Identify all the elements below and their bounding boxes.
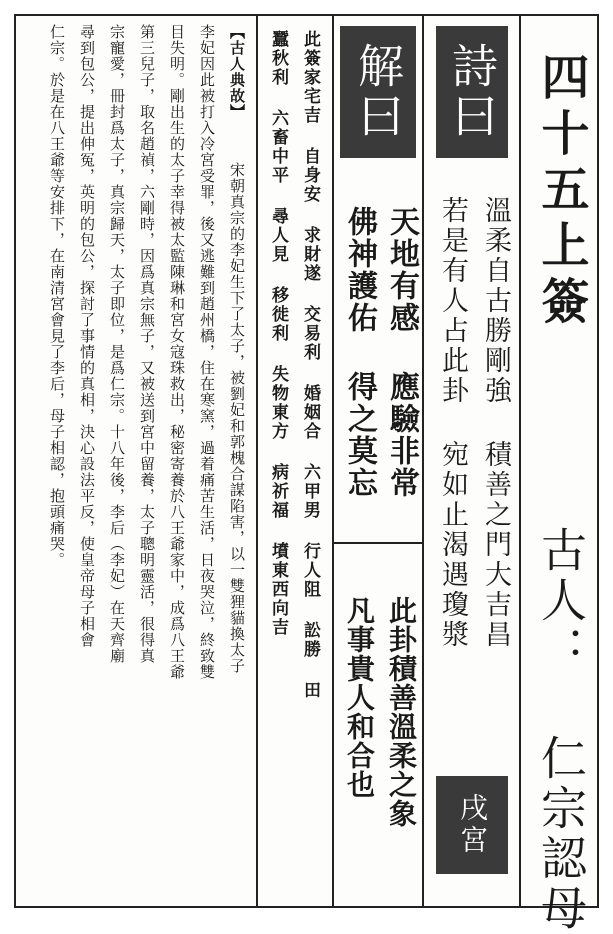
poem-line-1: 溫柔自古勝剛強 積善之門大吉昌 <box>480 196 511 650</box>
story-line-5: 宗寵愛，冊封爲太子，真宗歸天，太子即位，是爲仁宗。十八年後，李后（李妃）在天齊廟 <box>108 24 126 664</box>
divider-4 <box>256 16 258 906</box>
interpretation-line-1: 天地有感 應驗非常 <box>384 206 419 499</box>
answers-line-2: 蠶秋利 六畜中平 尋人見 移徙利 失物東方 病祈福 墳東西向吉 <box>268 30 288 637</box>
answers-line-1: 此簽家宅吉 自身安 求財遂 交易利 婚姻合 六甲男 行人阻 訟勝 田 <box>300 30 320 700</box>
sign-number: 四十五上簽 <box>533 52 589 332</box>
palace-label: 戌宮 <box>436 776 508 874</box>
story-label: 【古人典故】 <box>228 24 246 120</box>
story-column <box>16 16 256 906</box>
fortune-sheet <box>14 14 599 934</box>
poem-column <box>424 16 519 906</box>
divider-1 <box>519 16 521 906</box>
story-line-6: 尋到包公，提出伸冤，英明的包公，探討了事情的真相，決心設法平反，使皇帝母子相會 <box>78 24 96 648</box>
interpretation-column <box>334 16 422 906</box>
story-title: 古人： 仁宗認母 <box>534 526 588 934</box>
story-line-2: 李妃因此被打入冷宮受罪，後又逃難到趙州橋，住在寒窯，過着痛苦生活，日夜哭泣，終致雙 <box>198 24 216 680</box>
interpretation-divider <box>334 542 422 544</box>
interpretation-line-2: 佛神護佑 得之莫忘 <box>342 206 377 499</box>
story-line-4: 第三兒子，取名趙禎，六剛時，因爲真宗無子，又被送到宮中留養，太子聰明靈活，很得真 <box>138 24 156 664</box>
poem-label: 詩曰 <box>436 26 508 158</box>
summary-line-1: 此卦積善溫柔之象 <box>385 596 418 828</box>
story-line-1: 宋朝真宗的李妃生下了太子，被劉妃和郭槐合謀陷害，以一雙狸貓換太子 <box>228 162 246 674</box>
divider-3 <box>332 16 334 906</box>
interpretation-label: 解曰 <box>340 26 416 158</box>
divider-2 <box>422 16 424 906</box>
summary-line-2: 凡事貴人和合也 <box>343 596 376 799</box>
poem-line-2: 若是有人占此卦 宛如止渴遇瓊漿 <box>437 196 468 650</box>
answers-column <box>258 16 332 906</box>
story-line-3: 目失明。剛出生的太子幸得被太監陳琳和宮女寇珠救出，秘密寄養於八王爺家中，成爲八王爺 <box>168 24 186 680</box>
story-line-7: 仁宗。於是在八王爺等安排下，在南清宮會見了李后，母子相認，抱頭痛哭。 <box>48 24 66 568</box>
title-column <box>521 16 601 934</box>
